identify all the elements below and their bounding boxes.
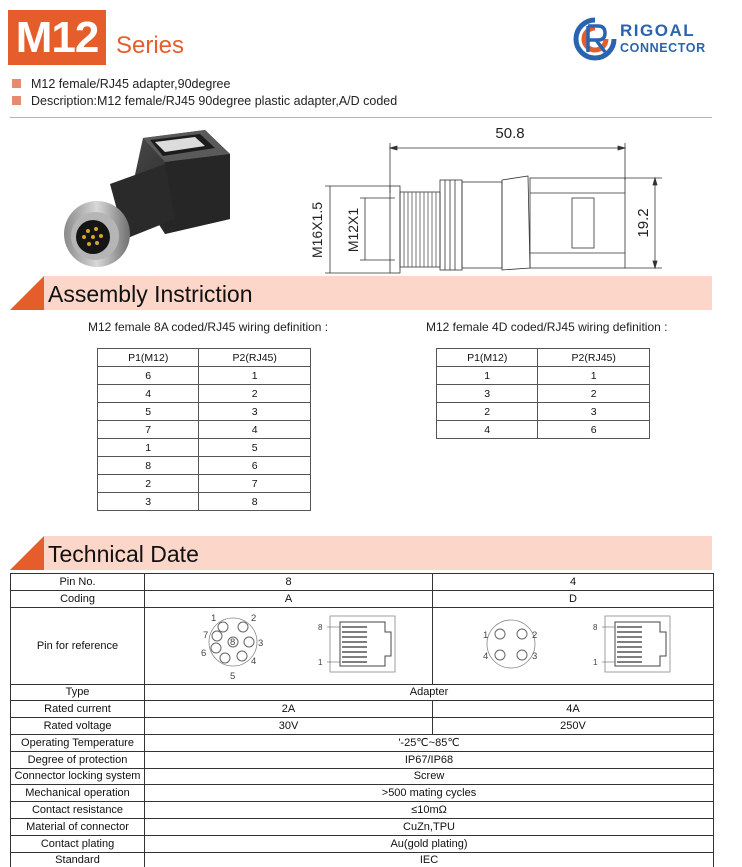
pin-diagram-8a [145,607,433,684]
section-triangle-icon [10,536,44,570]
table-cell: 2 [538,385,650,403]
right-wiring-caption: M12 female 4D coded/RJ45 wiring definition : [426,320,668,334]
table-cell: 8 [145,574,433,591]
table-row [11,590,714,607]
pin-number: 3 [532,651,538,663]
rj-pin-label: 1 [318,658,323,668]
pin-number: 6 [201,648,207,660]
table-cell: 1 [98,439,199,457]
table-cell: 30V [145,718,433,735]
technical-title: Technical Date [48,541,199,567]
series-badge: M12 [8,10,106,65]
table-row [98,385,311,403]
table-row [98,367,311,385]
pin-number: 4 [483,651,489,663]
table-row [11,574,714,591]
table-cell: 8 [199,493,311,511]
table-cell: '-25℃~85℃ [145,734,714,751]
table-row [98,421,311,439]
pin-number: 2 [251,613,257,625]
row-label: Mechanical operation [11,785,145,802]
table-cell: Au(gold plating) [145,835,714,852]
table-row [11,734,714,751]
table-cell: 5 [199,439,311,457]
dim-length: 50.8 [495,125,525,142]
table-cell: 4 [437,421,538,439]
table-header: P1(M12) [437,349,538,367]
technical-table [10,573,714,867]
row-label: Coding [11,590,145,607]
table-row [11,718,714,735]
technical-section-header [10,536,712,570]
table-cell: 5 [98,403,199,421]
dimension-drawing [300,118,680,278]
rigoal-logo-icon [572,16,618,62]
bullet-text: M12 female/RJ45 adapter,90degree [31,77,231,91]
table-row [11,818,714,835]
brand-line-1: RIGOAL [620,21,696,40]
wiring-table-4d [436,348,650,439]
left-wiring-caption: M12 female 8A coded/RJ45 wiring definition : [88,320,329,334]
bullet-item [12,76,230,92]
table-cell: IP67/IP68 [145,751,714,768]
table-cell: 1 [437,367,538,385]
bullet-text: Description:M12 female/RJ45 90degree plastic adapter,A/D coded [31,94,398,108]
row-label: Material of connector [11,818,145,835]
table-cell: 2 [437,403,538,421]
table-row [98,475,311,493]
pin-number: 2 [532,630,538,642]
pin-number: 1 [483,630,489,642]
table-row [11,768,714,785]
dim-thread-m12: M12X1 [345,207,361,253]
rj45-port-icon [318,616,395,672]
table-cell: >500 mating cycles [145,785,714,802]
assembly-title: Assembly Instriction [48,281,253,307]
pinout-8-icon [145,608,431,683]
table-cell: Screw [145,768,714,785]
brand-line-2: CONNECTOR [620,41,706,55]
table-row [437,403,650,421]
table-row [11,785,714,802]
pin-number: 1 [211,613,217,625]
table-cell: 2A [145,701,433,718]
assembly-section-header [10,276,712,310]
table-cell: 6 [98,367,199,385]
dim-thread-m16: M16X1.5 [309,201,325,259]
table-row [11,701,714,718]
pin-number: 4 [251,656,257,668]
table-cell: D [433,590,714,607]
row-label: Contact resistance [11,802,145,819]
table-cell: 4A [433,701,714,718]
brand-logo [572,14,717,64]
table-cell: 4 [433,574,714,591]
row-label: Standard [11,852,145,867]
table-header: P2(RJ45) [538,349,650,367]
table-cell: 6 [199,457,311,475]
table-row [11,751,714,768]
row-label: Type [11,684,145,701]
bullet-item [12,93,397,109]
table-cell: 1 [199,367,311,385]
table-row [11,852,714,867]
table-cell: 1 [538,367,650,385]
wiring-table-8a [97,348,311,511]
table-row [11,607,714,684]
table-row [98,403,311,421]
table-cell: CuZn,TPU [145,818,714,835]
table-row [98,457,311,475]
table-cell: ≤10mΩ [145,802,714,819]
section-triangle-icon [10,276,44,310]
table-cell: 3 [199,403,311,421]
row-label: Degree of protection [11,751,145,768]
table-row [437,385,650,403]
row-label: Rated voltage [11,718,145,735]
table-row [11,802,714,819]
pinout-4-icon [433,608,712,683]
table-row [98,493,311,511]
table-header: P1(M12) [98,349,199,367]
pin-number: 5 [230,671,236,683]
row-label: Pin for reference [11,607,145,684]
rj-pin-label: 1 [593,658,598,668]
dim-height: 19.2 [635,208,652,238]
row-label: Connector locking system [11,768,145,785]
pin-number: 3 [258,638,264,650]
table-cell: 3 [538,403,650,421]
rj45-port-icon [593,616,670,672]
product-photo [55,124,250,274]
table-header: P2(RJ45) [199,349,311,367]
table-cell: 7 [98,421,199,439]
bullet-square-icon [12,79,21,88]
table-row [98,439,311,457]
table-cell: 8 [98,457,199,475]
table-cell: 7 [199,475,311,493]
row-label: Contact plating [11,835,145,852]
pin-number: 8 [230,637,236,649]
brand-name [620,23,706,56]
row-label: Pin No. [11,574,145,591]
pin-number: 7 [203,630,209,642]
table-row [11,835,714,852]
row-label: Rated current [11,701,145,718]
table-cell: 4 [199,421,311,439]
table-cell: 2 [199,385,311,403]
rj-pin-label: 8 [593,623,598,633]
row-label: Operating Temperature [11,734,145,751]
table-cell: 2 [98,475,199,493]
table-cell: 6 [538,421,650,439]
table-cell: A [145,590,433,607]
table-row [437,367,650,385]
pin-diagram-4d [433,607,714,684]
table-cell: 4 [98,385,199,403]
table-cell: IEC [145,852,714,867]
table-row [437,421,650,439]
table-cell: 250V [433,718,714,735]
table-row [11,684,714,701]
table-cell: Adapter [145,684,714,701]
bullet-square-icon [12,96,21,105]
table-cell: 3 [437,385,538,403]
series-title: Series [116,32,185,59]
table-cell: 3 [98,493,199,511]
rj-pin-label: 8 [318,623,323,633]
